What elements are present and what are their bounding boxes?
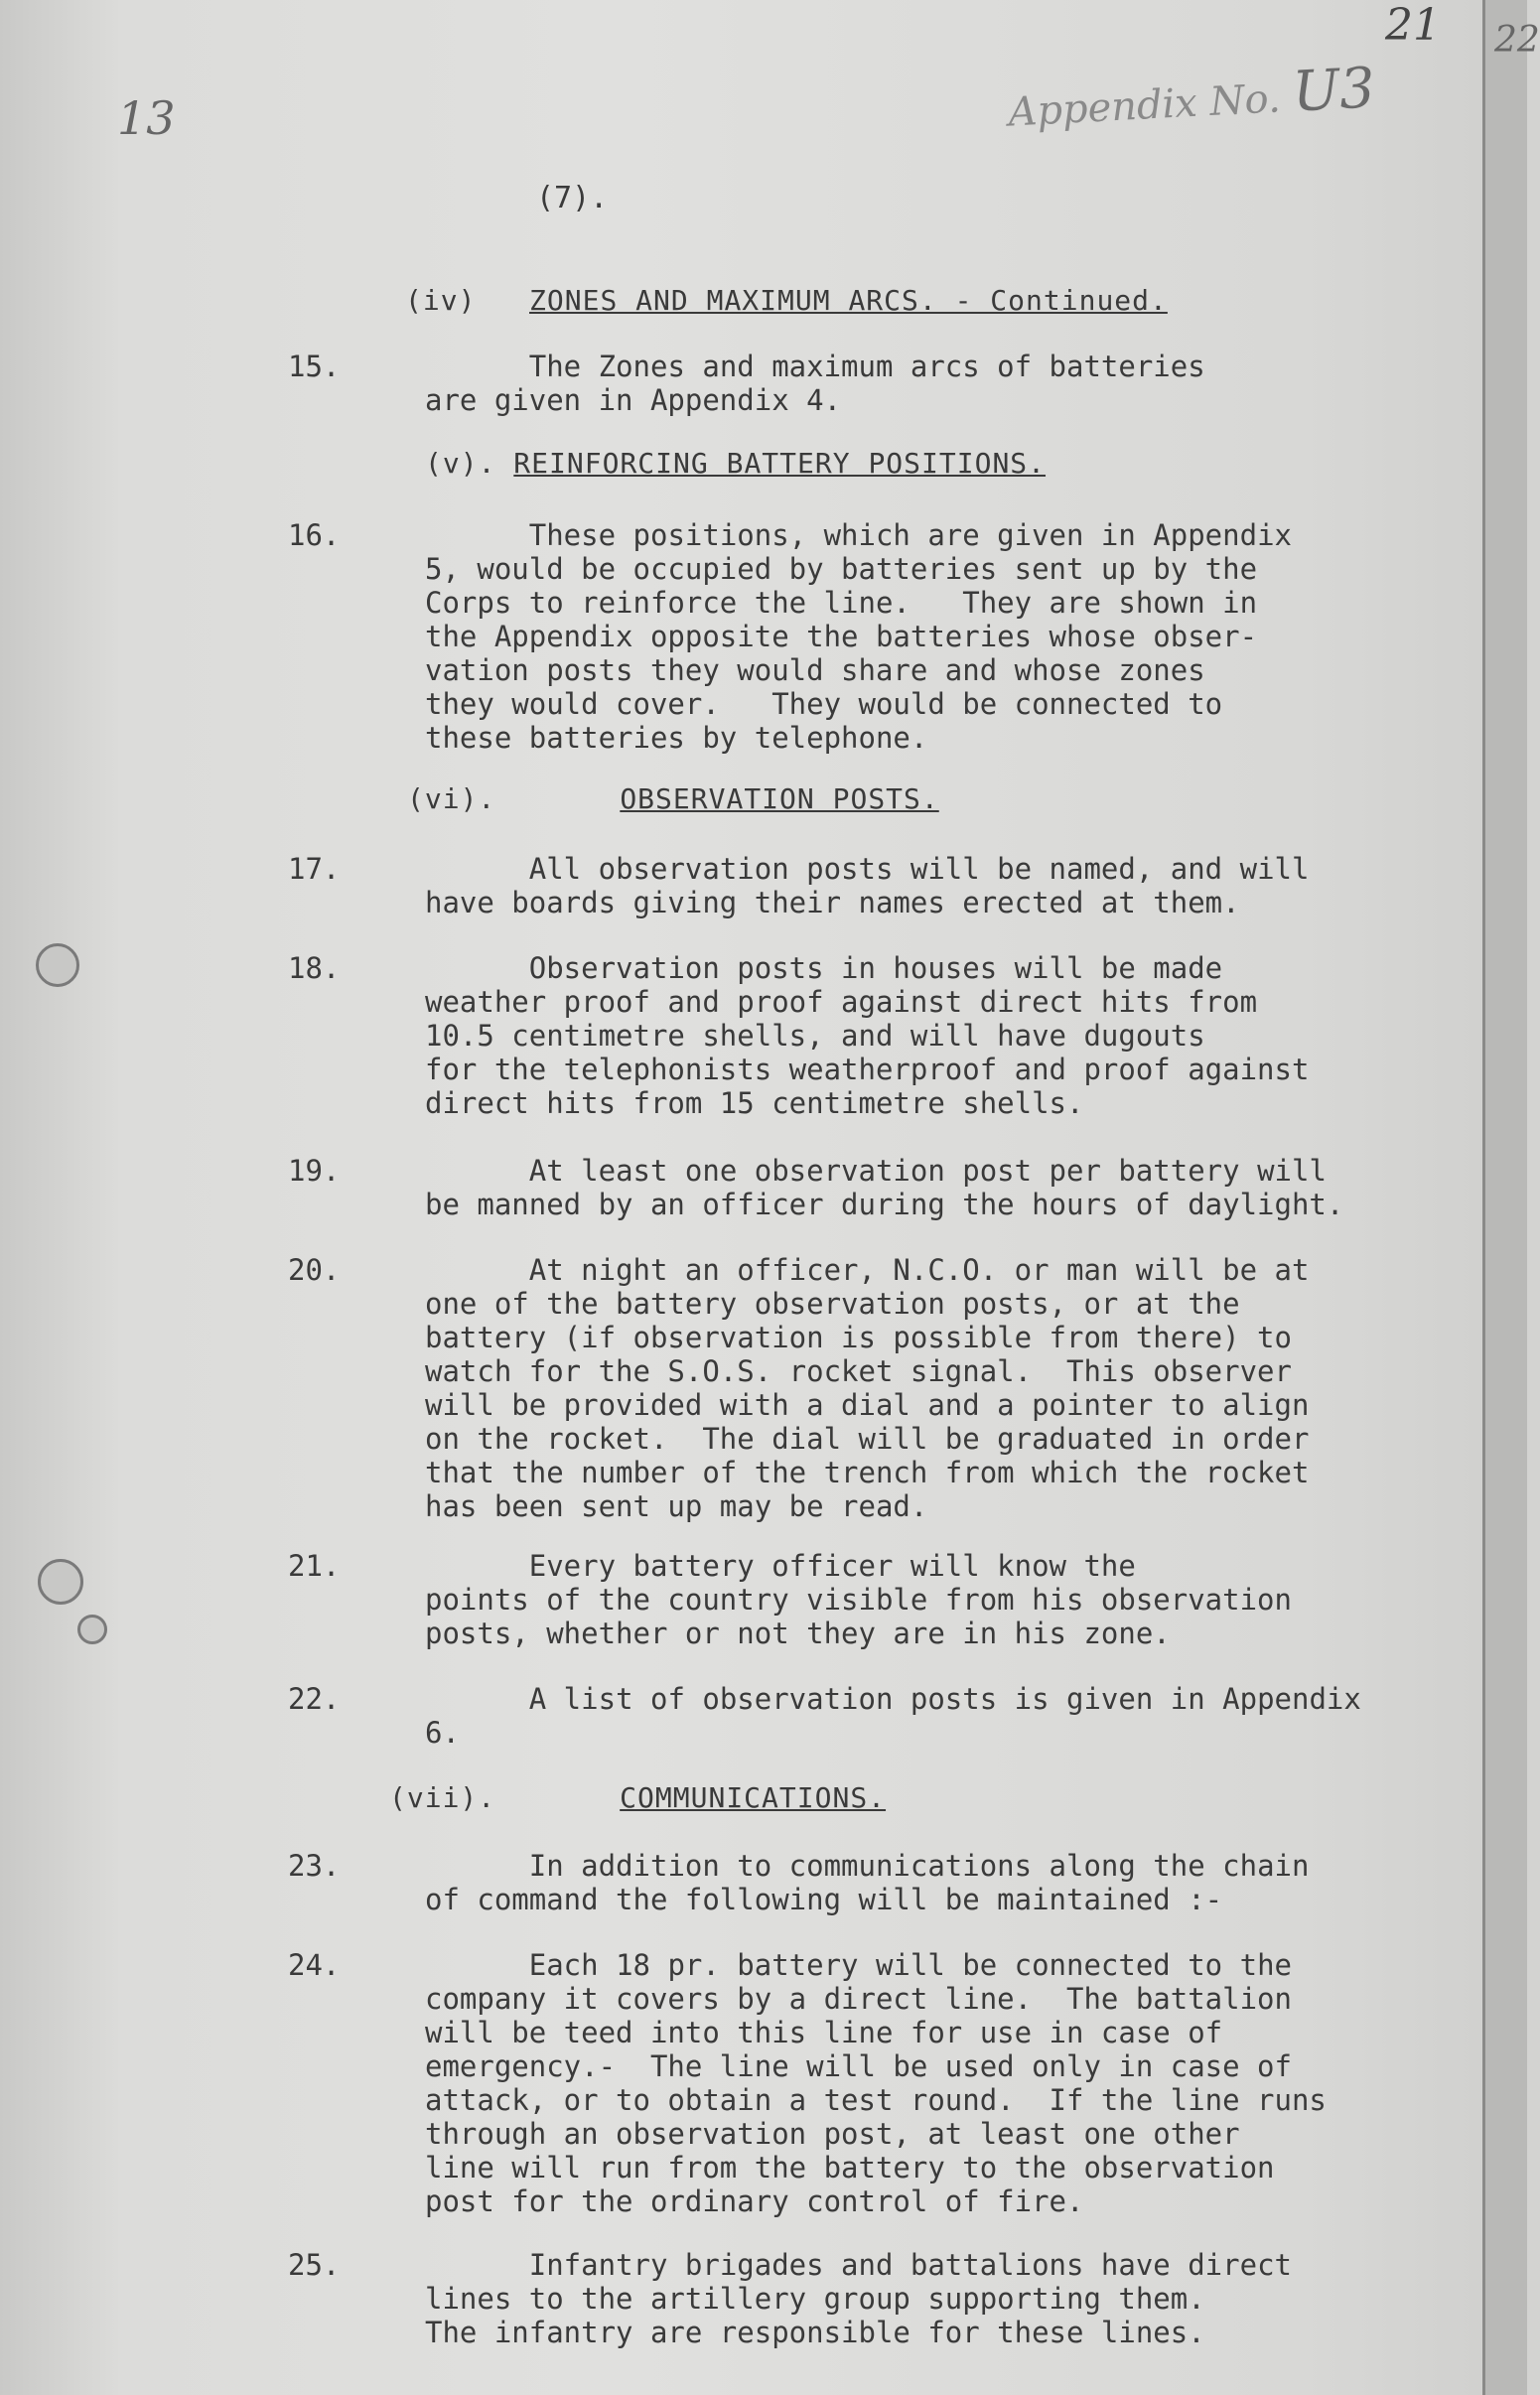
- appendix-stamp-number: U3: [1291, 56, 1377, 125]
- paragraph-number: 23.: [288, 1849, 341, 1883]
- section-heading-v: [425, 447, 1046, 480]
- section-label: (vi).: [407, 782, 496, 815]
- paragraph-number: 20.: [288, 1253, 341, 1287]
- folio-number: 13: [117, 91, 176, 145]
- section-title: ZONES AND MAXIMUM ARCS. - Continued.: [529, 284, 1168, 317]
- paragraph-number: 16.: [288, 518, 341, 552]
- paragraph-number: 24.: [288, 1948, 341, 1982]
- paragraph-text: At least one observation post per battery will be manned by an officer during the hours of daylight.: [425, 1154, 1344, 1221]
- paragraph-text: Observation posts in houses will be made weather proof and proof against direct hits from 10.5 centimetre shells, and will have dugouts for the telephonists weatherproof and proof against direct hits from 15 centimetre shells.: [425, 951, 1310, 1120]
- punch-hole: [36, 943, 79, 987]
- paragraph-number: 18.: [288, 951, 341, 985]
- section-label: (vii).: [389, 1781, 496, 1814]
- paragraph-text: Infantry brigades and battalions have direct lines to the artillery group supporting them. The infantry are responsible for these lines.: [425, 2248, 1292, 2349]
- paragraph-number: 25.: [288, 2248, 341, 2282]
- section-title: OBSERVATION POSTS.: [620, 782, 939, 815]
- appendix-stamp: [1007, 56, 1377, 139]
- paragraph-text: At night an officer, N.C.O. or man will be at one of the battery observation posts, or at the battery (if observation is possible from there) to watch for the S.O.S. rocket signal. This observer will be provided with a dial and a pointer to align on the rocket. The dial will be graduated in order that the number of the trench from which the rocket has been sent up may be read.: [425, 1253, 1310, 1523]
- section-heading-iv: [405, 284, 1168, 317]
- paragraph-text: Each 18 pr. battery will be connected to the company it covers by a direct line. The battalion will be teed into this line for use in case of emergency.- The line will be used only in case of attack, or to obtain a test round. If the line runs through an observation post, at least one other line will run from the battery to the observation post for the ordinary control of fire.: [425, 1948, 1327, 2218]
- paragraph-text: The Zones and maximum arcs of batteries are given in Appendix 4.: [425, 350, 1205, 417]
- paragraph-number: 17.: [288, 852, 341, 886]
- paragraph-text: In addition to communications along the chain of command the following will be maintained :-: [425, 1849, 1310, 1916]
- paragraph-number: 21.: [288, 1549, 341, 1583]
- page-number: (7).: [536, 181, 609, 215]
- paragraph-text: Every battery officer will know the points of the country visible from his observation posts, whether or not they are in his zone.: [425, 1549, 1292, 1650]
- section-label: (iv): [405, 284, 477, 317]
- section-heading-vi: [407, 782, 939, 815]
- paragraph-text: These positions, which are given in Appendix 5, would be occupied by batteries sent up by the Corps to reinforce the line. They are shown in the Appendix opposite the batteries whose obser- vation posts they would share and whose zones they would cover. They would be connected to these batteries by telephone.: [425, 518, 1292, 755]
- paragraph-text: All observation posts will be named, and will have boards giving their names erected at them.: [425, 852, 1310, 919]
- section-title: COMMUNICATIONS.: [620, 1781, 887, 1814]
- paragraph-number: 22.: [288, 1682, 341, 1716]
- paragraph-text: A list of observation posts is given in Appendix 6.: [425, 1682, 1361, 1750]
- punch-hole: [77, 1615, 107, 1644]
- paragraph-number: 19.: [288, 1154, 341, 1188]
- paragraph-number: 15.: [288, 350, 341, 383]
- section-label: (v).: [425, 447, 496, 480]
- corner-number: 21: [1385, 0, 1441, 51]
- section-title: REINFORCING BATTERY POSITIONS.: [513, 447, 1047, 480]
- appendix-stamp-label: Appendix No.: [1007, 75, 1282, 136]
- corner-number-adjacent: 22: [1494, 20, 1540, 61]
- punch-hole: [38, 1559, 83, 1605]
- section-heading-vii: [389, 1781, 886, 1814]
